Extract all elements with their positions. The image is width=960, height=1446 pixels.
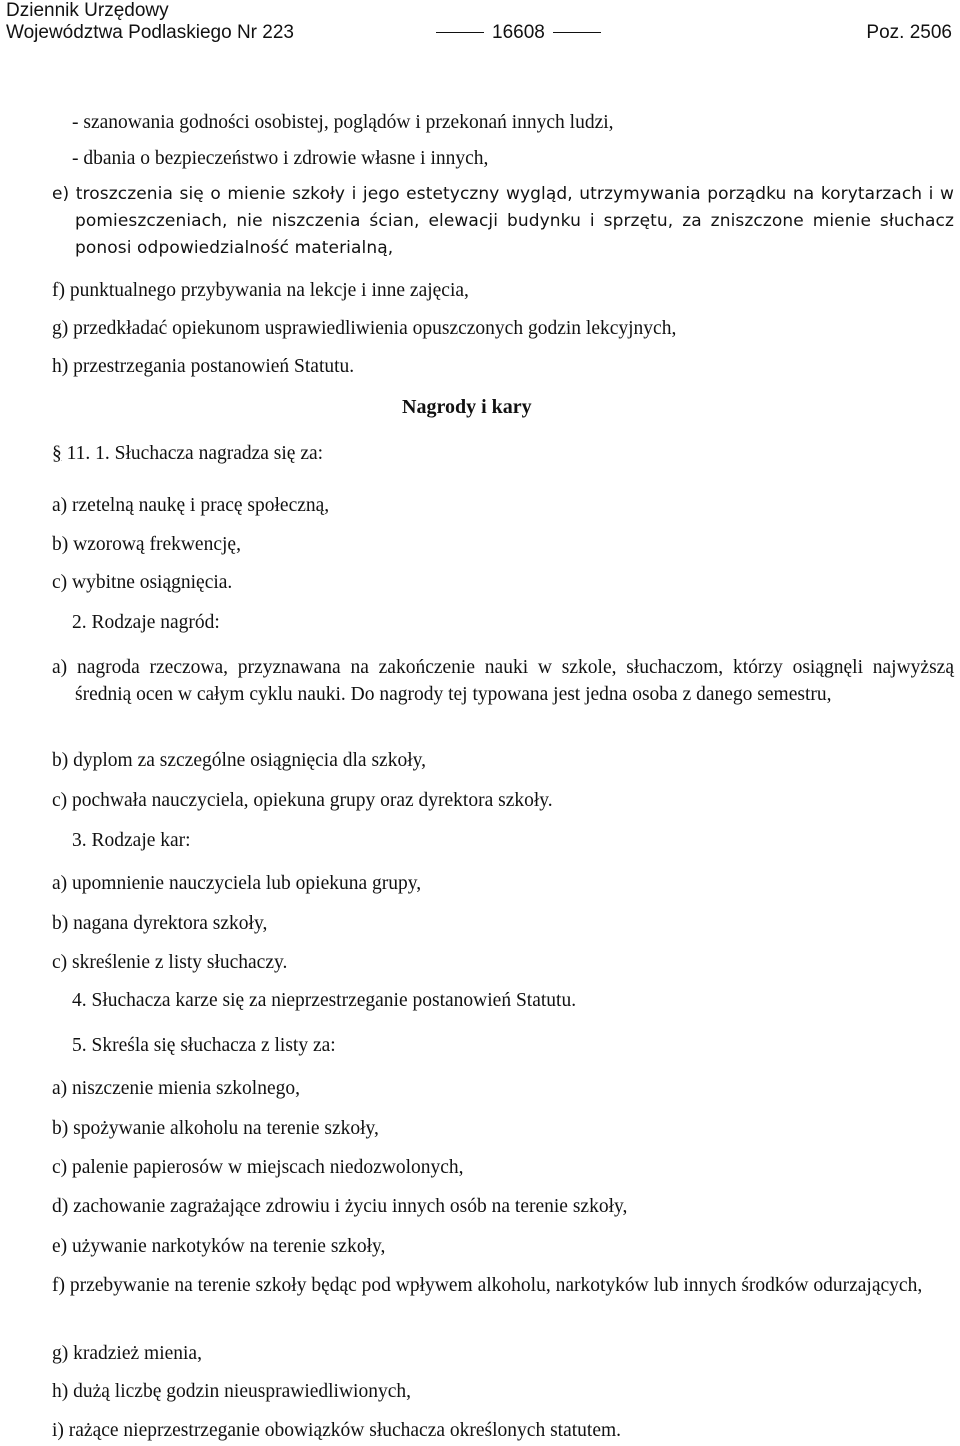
page-number: 16608 bbox=[492, 22, 545, 43]
paragraph-2: 2. Rodzaje nagród: bbox=[72, 612, 220, 633]
reward-item: b) wzorową frekwencję, bbox=[52, 534, 241, 555]
page-number-line bbox=[428, 22, 609, 44]
paragraph-5: 5. Skreśla się słuchacza z listy za: bbox=[72, 1035, 336, 1056]
removal-reason-item: g) kradzież mienia, bbox=[52, 1343, 202, 1364]
dash-left bbox=[436, 32, 484, 33]
paragraph-11-1-text: 11. 1. Słuchacza nagradza się za: bbox=[66, 443, 324, 464]
penalty-item: a) upomnienie nauczyciela lub opiekuna grupy, bbox=[52, 873, 422, 894]
removal-reason-item: f) przebywanie na terenie szkoły będąc pod wpływem alkoholu, narkotyków lub innych środków odurzających, bbox=[52, 1275, 923, 1296]
removal-reason-item: h) dużą liczbę godzin nieusprawiedliwionych, bbox=[52, 1381, 412, 1402]
item-g-absence-notes: g) przedkładać opiekunom usprawiedliwienia opuszczonych godzin lekcyjnych, bbox=[52, 318, 677, 339]
line-respect-dignity: - szanowania godności osobistej, poglądów i przekonań innych ludzi, bbox=[72, 112, 614, 133]
position-number: Poz. 2506 bbox=[866, 22, 952, 43]
removal-reason-item: a) niszczenie mienia szkolnego, bbox=[52, 1078, 300, 1099]
item-h-statute: h) przestrzegania postanowień Statutu. bbox=[52, 356, 355, 377]
removal-reason-item: d) zachowanie zagrażające zdrowiu i życiu innych osób na terenie szkoły, bbox=[52, 1196, 628, 1217]
award-type-item: a) nagroda rzeczowa, przyznawana na zakończenie nauki w szkole, słuchaczom, którzy osiągnęli najwyższą średnią ocen w całym cyklu nauki. Do nagrody tej typowana jest jedna osoba z danego semestru, bbox=[52, 657, 954, 705]
paragraph-mark: § bbox=[52, 443, 62, 464]
paragraph-4: 4. Słuchacza karze się za nieprzestrzeganie postanowień Statutu. bbox=[72, 990, 577, 1011]
removal-reason-item: i) rażące nieprzestrzeganie obowiązków słuchacza określonych statutem. bbox=[52, 1420, 622, 1441]
item-f-punctuality: f) punktualnego przybywania na lekcje i inne zajęcia, bbox=[52, 280, 469, 301]
paragraph-3: 3. Rodzaje kar: bbox=[72, 830, 191, 851]
dash-right bbox=[553, 32, 601, 33]
penalty-item: b) nagana dyrektora szkoły, bbox=[52, 913, 268, 934]
item-e-property-care: e) troszczenia się o mienie szkoły i jego estetyczny wygląd, utrzymywania porządku na korytarzach i w pomieszczeniach, nie niszczenia ścian, elewacji budynku i sprzętu, za zniszczone mienie słuchacz ponosi odpowiedzialność materialną, bbox=[52, 184, 954, 258]
award-type-item: b) dyplom za szczególne osiągnięcia dla szkoły, bbox=[52, 750, 426, 771]
section-heading: Nagrody i kary bbox=[402, 396, 532, 418]
penalty-item: c) skreślenie z listy słuchaczy. bbox=[52, 952, 288, 973]
award-type-item: c) pochwała nauczyciela, opiekuna grupy oraz dyrektora szkoły. bbox=[52, 790, 553, 811]
removal-reason-item: c) palenie papierosów w miejscach niedozwolonych, bbox=[52, 1157, 464, 1178]
journal-title: Dziennik Urzędowy bbox=[6, 0, 169, 21]
reward-item: c) wybitne osiągnięcia. bbox=[52, 572, 233, 593]
reward-item: a) rzetelną naukę i pracę społeczną, bbox=[52, 495, 330, 516]
line-safety-health: - dbania o bezpieczeństwo i zdrowie własne i innych, bbox=[72, 148, 489, 169]
removal-reason-item: b) spożywanie alkoholu na terenie szkoły, bbox=[52, 1118, 379, 1139]
paragraph-11-1 bbox=[52, 440, 954, 467]
removal-reason-item: e) używanie narkotyków na terenie szkoły, bbox=[52, 1236, 386, 1257]
journal-subtitle: Województwa Podlaskiego Nr 223 bbox=[6, 22, 294, 43]
